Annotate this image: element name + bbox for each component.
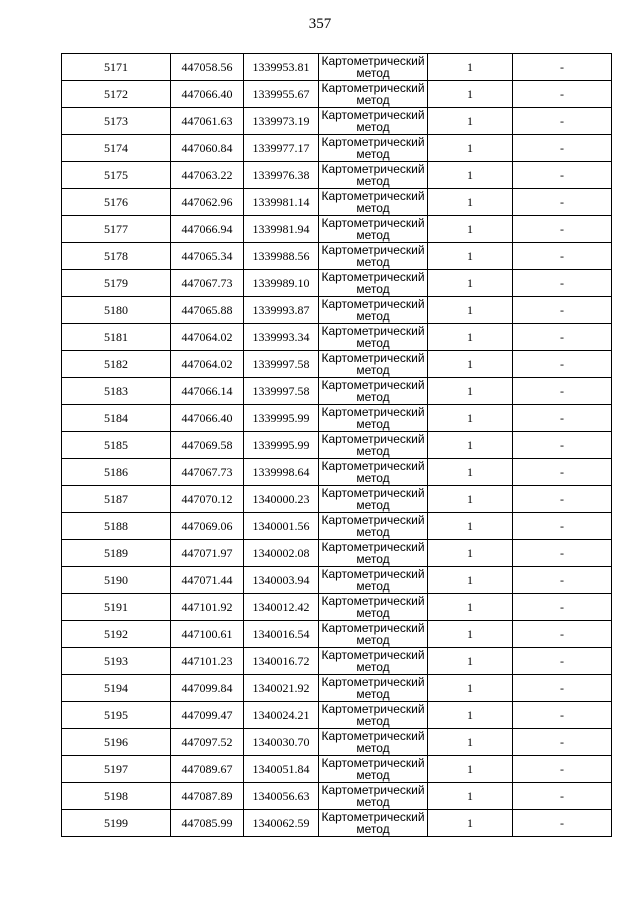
y-coordinate-cell: 1339981.14 bbox=[244, 189, 319, 216]
table-row bbox=[62, 459, 612, 486]
method-label-line2: метод bbox=[356, 687, 390, 701]
table-row bbox=[62, 729, 612, 756]
y-coordinate-cell: 1340062.59 bbox=[244, 810, 319, 837]
accuracy-cell: 1 bbox=[428, 351, 513, 378]
method-label-line1: Картометрический bbox=[321, 459, 425, 473]
point-number-cell: 5197 bbox=[62, 756, 171, 783]
method-cell bbox=[319, 297, 428, 324]
method-cell bbox=[319, 81, 428, 108]
note-cell: - bbox=[513, 54, 612, 81]
point-number-cell: 5192 bbox=[62, 621, 171, 648]
x-coordinate-cell: 447097.52 bbox=[171, 729, 244, 756]
note-cell: - bbox=[513, 324, 612, 351]
method-label-line1: Картометрический bbox=[321, 486, 425, 500]
method-label-line1: Картометрический bbox=[321, 216, 425, 230]
accuracy-cell: 1 bbox=[428, 243, 513, 270]
table-row bbox=[62, 675, 612, 702]
point-number-cell: 5187 bbox=[62, 486, 171, 513]
method-label-line1: Картометрический bbox=[321, 162, 425, 176]
point-number-cell: 5186 bbox=[62, 459, 171, 486]
method-cell bbox=[319, 459, 428, 486]
method-label-line1: Картометрический bbox=[321, 648, 425, 662]
y-coordinate-cell: 1340051.84 bbox=[244, 756, 319, 783]
point-number-cell: 5182 bbox=[62, 351, 171, 378]
page-number: 357 bbox=[308, 16, 332, 32]
point-number-cell: 5177 bbox=[62, 216, 171, 243]
method-label-line2: метод bbox=[356, 714, 390, 728]
method-cell bbox=[319, 810, 428, 837]
x-coordinate-cell: 447069.58 bbox=[171, 432, 244, 459]
x-coordinate-cell: 447066.94 bbox=[171, 216, 244, 243]
method-cell bbox=[319, 54, 428, 81]
method-label-line1: Картометрический bbox=[321, 324, 425, 338]
note-cell: - bbox=[513, 459, 612, 486]
table-row bbox=[62, 432, 612, 459]
method-label-line2: метод bbox=[356, 282, 390, 296]
accuracy-cell: 1 bbox=[428, 405, 513, 432]
method-label-line2: метод bbox=[356, 417, 390, 431]
note-cell: - bbox=[513, 648, 612, 675]
y-coordinate-cell: 1339993.34 bbox=[244, 324, 319, 351]
method-cell bbox=[319, 405, 428, 432]
method-cell bbox=[319, 513, 428, 540]
x-coordinate-cell: 447101.23 bbox=[171, 648, 244, 675]
x-coordinate-cell: 447065.88 bbox=[171, 297, 244, 324]
table-row bbox=[62, 486, 612, 513]
method-label-line2: метод bbox=[356, 552, 390, 566]
table-row bbox=[62, 405, 612, 432]
note-cell: - bbox=[513, 108, 612, 135]
note-cell: - bbox=[513, 297, 612, 324]
method-cell bbox=[319, 486, 428, 513]
method-label-line2: метод bbox=[356, 606, 390, 620]
coordinates-table bbox=[61, 53, 612, 837]
accuracy-cell: 1 bbox=[428, 108, 513, 135]
note-cell: - bbox=[513, 621, 612, 648]
method-label-line1: Картометрический bbox=[321, 270, 425, 284]
y-coordinate-cell: 1339998.64 bbox=[244, 459, 319, 486]
y-coordinate-cell: 1340021.92 bbox=[244, 675, 319, 702]
accuracy-cell: 1 bbox=[428, 459, 513, 486]
coordinates-table-body bbox=[62, 54, 612, 837]
note-cell: - bbox=[513, 162, 612, 189]
point-number-cell: 5198 bbox=[62, 783, 171, 810]
method-label-line1: Картометрический bbox=[321, 405, 425, 419]
method-cell bbox=[319, 108, 428, 135]
y-coordinate-cell: 1340003.94 bbox=[244, 567, 319, 594]
method-cell bbox=[319, 324, 428, 351]
accuracy-cell: 1 bbox=[428, 783, 513, 810]
note-cell: - bbox=[513, 729, 612, 756]
method-label-line1: Картометрический bbox=[321, 189, 425, 203]
point-number-cell: 5172 bbox=[62, 81, 171, 108]
accuracy-cell: 1 bbox=[428, 486, 513, 513]
note-cell: - bbox=[513, 702, 612, 729]
x-coordinate-cell: 447066.40 bbox=[171, 405, 244, 432]
x-coordinate-cell: 447071.97 bbox=[171, 540, 244, 567]
method-label-line2: метод bbox=[356, 174, 390, 188]
method-cell bbox=[319, 162, 428, 189]
x-coordinate-cell: 447058.56 bbox=[171, 54, 244, 81]
method-label-line2: метод bbox=[356, 201, 390, 215]
note-cell: - bbox=[513, 135, 612, 162]
x-coordinate-cell: 447067.73 bbox=[171, 459, 244, 486]
point-number-cell: 5176 bbox=[62, 189, 171, 216]
x-coordinate-cell: 447069.06 bbox=[171, 513, 244, 540]
y-coordinate-cell: 1339976.38 bbox=[244, 162, 319, 189]
table-row bbox=[62, 81, 612, 108]
y-coordinate-cell: 1340030.70 bbox=[244, 729, 319, 756]
table-row bbox=[62, 270, 612, 297]
point-number-cell: 5184 bbox=[62, 405, 171, 432]
accuracy-cell: 1 bbox=[428, 270, 513, 297]
method-label-line1: Картометрический bbox=[321, 729, 425, 743]
method-label-line1: Картометрический bbox=[321, 54, 425, 68]
note-cell: - bbox=[513, 378, 612, 405]
y-coordinate-cell: 1339973.19 bbox=[244, 108, 319, 135]
table-row bbox=[62, 594, 612, 621]
table-row bbox=[62, 108, 612, 135]
method-cell bbox=[319, 216, 428, 243]
note-cell: - bbox=[513, 351, 612, 378]
point-number-cell: 5199 bbox=[62, 810, 171, 837]
method-cell bbox=[319, 189, 428, 216]
method-label-line2: метод bbox=[356, 768, 390, 782]
method-label-line1: Картометрический bbox=[321, 351, 425, 365]
method-cell bbox=[319, 621, 428, 648]
method-label-line2: метод bbox=[356, 228, 390, 242]
accuracy-cell: 1 bbox=[428, 621, 513, 648]
method-label-line2: метод bbox=[356, 633, 390, 647]
table-row bbox=[62, 243, 612, 270]
point-number-cell: 5193 bbox=[62, 648, 171, 675]
accuracy-cell: 1 bbox=[428, 540, 513, 567]
table-row bbox=[62, 351, 612, 378]
method-cell bbox=[319, 729, 428, 756]
accuracy-cell: 1 bbox=[428, 216, 513, 243]
method-cell bbox=[319, 594, 428, 621]
accuracy-cell: 1 bbox=[428, 702, 513, 729]
table-row bbox=[62, 135, 612, 162]
method-label-line1: Картометрический bbox=[321, 567, 425, 581]
accuracy-cell: 1 bbox=[428, 162, 513, 189]
table-row bbox=[62, 297, 612, 324]
accuracy-cell: 1 bbox=[428, 297, 513, 324]
accuracy-cell: 1 bbox=[428, 648, 513, 675]
method-label-line1: Картометрический bbox=[321, 108, 425, 122]
point-number-cell: 5173 bbox=[62, 108, 171, 135]
x-coordinate-cell: 447099.47 bbox=[171, 702, 244, 729]
method-cell bbox=[319, 540, 428, 567]
method-cell bbox=[319, 432, 428, 459]
x-coordinate-cell: 447087.89 bbox=[171, 783, 244, 810]
table-row bbox=[62, 810, 612, 837]
method-label-line2: метод bbox=[356, 660, 390, 674]
y-coordinate-cell: 1340001.56 bbox=[244, 513, 319, 540]
y-coordinate-cell: 1339955.67 bbox=[244, 81, 319, 108]
x-coordinate-cell: 447066.14 bbox=[171, 378, 244, 405]
note-cell: - bbox=[513, 783, 612, 810]
method-label-line2: метод bbox=[356, 741, 390, 755]
method-label-line2: метод bbox=[356, 390, 390, 404]
y-coordinate-cell: 1339988.56 bbox=[244, 243, 319, 270]
note-cell: - bbox=[513, 513, 612, 540]
method-label-line1: Картометрический bbox=[321, 135, 425, 149]
table-row bbox=[62, 513, 612, 540]
method-label-line2: метод bbox=[356, 255, 390, 269]
accuracy-cell: 1 bbox=[428, 513, 513, 540]
point-number-cell: 5189 bbox=[62, 540, 171, 567]
point-number-cell: 5196 bbox=[62, 729, 171, 756]
note-cell: - bbox=[513, 405, 612, 432]
note-cell: - bbox=[513, 270, 612, 297]
x-coordinate-cell: 447089.67 bbox=[171, 756, 244, 783]
point-number-cell: 5180 bbox=[62, 297, 171, 324]
table-row bbox=[62, 162, 612, 189]
method-label-line1: Картометрический bbox=[321, 432, 425, 446]
point-number-cell: 5185 bbox=[62, 432, 171, 459]
x-coordinate-cell: 447101.92 bbox=[171, 594, 244, 621]
method-label-line1: Картометрический bbox=[321, 243, 425, 257]
point-number-cell: 5178 bbox=[62, 243, 171, 270]
accuracy-cell: 1 bbox=[428, 756, 513, 783]
method-label-line2: метод bbox=[356, 66, 390, 80]
x-coordinate-cell: 447071.44 bbox=[171, 567, 244, 594]
accuracy-cell: 1 bbox=[428, 189, 513, 216]
note-cell: - bbox=[513, 189, 612, 216]
accuracy-cell: 1 bbox=[428, 594, 513, 621]
accuracy-cell: 1 bbox=[428, 135, 513, 162]
x-coordinate-cell: 447085.99 bbox=[171, 810, 244, 837]
note-cell: - bbox=[513, 432, 612, 459]
point-number-cell: 5181 bbox=[62, 324, 171, 351]
note-cell: - bbox=[513, 567, 612, 594]
method-cell bbox=[319, 756, 428, 783]
method-cell bbox=[319, 702, 428, 729]
method-label-line1: Картометрический bbox=[321, 621, 425, 635]
y-coordinate-cell: 1340002.08 bbox=[244, 540, 319, 567]
y-coordinate-cell: 1339995.99 bbox=[244, 405, 319, 432]
method-cell bbox=[319, 270, 428, 297]
method-label-line1: Картометрический bbox=[321, 783, 425, 797]
note-cell: - bbox=[513, 756, 612, 783]
table-row bbox=[62, 324, 612, 351]
table-row bbox=[62, 648, 612, 675]
point-number-cell: 5183 bbox=[62, 378, 171, 405]
point-number-cell: 5191 bbox=[62, 594, 171, 621]
y-coordinate-cell: 1339977.17 bbox=[244, 135, 319, 162]
accuracy-cell: 1 bbox=[428, 432, 513, 459]
method-cell bbox=[319, 243, 428, 270]
method-label-line1: Картометрический bbox=[321, 513, 425, 527]
method-label-line1: Картометрический bbox=[321, 810, 425, 824]
x-coordinate-cell: 447065.34 bbox=[171, 243, 244, 270]
point-number-cell: 5188 bbox=[62, 513, 171, 540]
y-coordinate-cell: 1339953.81 bbox=[244, 54, 319, 81]
table-row bbox=[62, 189, 612, 216]
note-cell: - bbox=[513, 216, 612, 243]
method-label-line1: Картометрический bbox=[321, 594, 425, 608]
point-number-cell: 5179 bbox=[62, 270, 171, 297]
y-coordinate-cell: 1339995.99 bbox=[244, 432, 319, 459]
y-coordinate-cell: 1340000.23 bbox=[244, 486, 319, 513]
point-number-cell: 5171 bbox=[62, 54, 171, 81]
table-row bbox=[62, 378, 612, 405]
note-cell: - bbox=[513, 540, 612, 567]
y-coordinate-cell: 1340012.42 bbox=[244, 594, 319, 621]
y-coordinate-cell: 1340016.54 bbox=[244, 621, 319, 648]
method-cell bbox=[319, 351, 428, 378]
method-cell bbox=[319, 648, 428, 675]
note-cell: - bbox=[513, 486, 612, 513]
method-label-line1: Картометрический bbox=[321, 756, 425, 770]
x-coordinate-cell: 447061.63 bbox=[171, 108, 244, 135]
method-cell bbox=[319, 135, 428, 162]
method-label-line2: метод bbox=[356, 579, 390, 593]
y-coordinate-cell: 1340024.21 bbox=[244, 702, 319, 729]
method-label-line2: метод bbox=[356, 822, 390, 836]
table-row bbox=[62, 621, 612, 648]
y-coordinate-cell: 1339981.94 bbox=[244, 216, 319, 243]
table-row bbox=[62, 756, 612, 783]
x-coordinate-cell: 447099.84 bbox=[171, 675, 244, 702]
point-number-cell: 5174 bbox=[62, 135, 171, 162]
x-coordinate-cell: 447067.73 bbox=[171, 270, 244, 297]
method-label-line1: Картометрический bbox=[321, 297, 425, 311]
method-label-line2: метод bbox=[356, 336, 390, 350]
table-row bbox=[62, 567, 612, 594]
method-label-line2: метод bbox=[356, 93, 390, 107]
method-label-line1: Картометрический bbox=[321, 540, 425, 554]
method-cell bbox=[319, 783, 428, 810]
method-cell bbox=[319, 675, 428, 702]
method-label-line1: Картометрический bbox=[321, 702, 425, 716]
y-coordinate-cell: 1339993.87 bbox=[244, 297, 319, 324]
method-label-line2: метод bbox=[356, 525, 390, 539]
note-cell: - bbox=[513, 243, 612, 270]
method-label-line2: метод bbox=[356, 309, 390, 323]
accuracy-cell: 1 bbox=[428, 729, 513, 756]
accuracy-cell: 1 bbox=[428, 81, 513, 108]
note-cell: - bbox=[513, 810, 612, 837]
accuracy-cell: 1 bbox=[428, 378, 513, 405]
note-cell: - bbox=[513, 675, 612, 702]
accuracy-cell: 1 bbox=[428, 567, 513, 594]
x-coordinate-cell: 447060.84 bbox=[171, 135, 244, 162]
point-number-cell: 5175 bbox=[62, 162, 171, 189]
method-label-line2: метод bbox=[356, 444, 390, 458]
note-cell: - bbox=[513, 594, 612, 621]
accuracy-cell: 1 bbox=[428, 675, 513, 702]
point-number-cell: 5195 bbox=[62, 702, 171, 729]
point-number-cell: 5194 bbox=[62, 675, 171, 702]
method-label-line2: метод bbox=[356, 795, 390, 809]
method-label-line2: метод bbox=[356, 363, 390, 377]
y-coordinate-cell: 1339997.58 bbox=[244, 378, 319, 405]
x-coordinate-cell: 447070.12 bbox=[171, 486, 244, 513]
method-label-line2: метод bbox=[356, 120, 390, 134]
method-cell bbox=[319, 378, 428, 405]
x-coordinate-cell: 447064.02 bbox=[171, 324, 244, 351]
note-cell: - bbox=[513, 81, 612, 108]
x-coordinate-cell: 447066.40 bbox=[171, 81, 244, 108]
x-coordinate-cell: 447100.61 bbox=[171, 621, 244, 648]
accuracy-cell: 1 bbox=[428, 54, 513, 81]
y-coordinate-cell: 1340016.72 bbox=[244, 648, 319, 675]
table-row bbox=[62, 54, 612, 81]
y-coordinate-cell: 1340056.63 bbox=[244, 783, 319, 810]
x-coordinate-cell: 447063.22 bbox=[171, 162, 244, 189]
table-row bbox=[62, 540, 612, 567]
y-coordinate-cell: 1339989.10 bbox=[244, 270, 319, 297]
method-label-line2: метод bbox=[356, 147, 390, 161]
method-label-line2: метод bbox=[356, 498, 390, 512]
method-label-line1: Картометрический bbox=[321, 378, 425, 392]
accuracy-cell: 1 bbox=[428, 324, 513, 351]
accuracy-cell: 1 bbox=[428, 810, 513, 837]
x-coordinate-cell: 447064.02 bbox=[171, 351, 244, 378]
point-number-cell: 5190 bbox=[62, 567, 171, 594]
y-coordinate-cell: 1339997.58 bbox=[244, 351, 319, 378]
x-coordinate-cell: 447062.96 bbox=[171, 189, 244, 216]
table-row bbox=[62, 702, 612, 729]
table-row bbox=[62, 216, 612, 243]
method-label-line1: Картометрический bbox=[321, 81, 425, 95]
table-row bbox=[62, 783, 612, 810]
method-label-line2: метод bbox=[356, 471, 390, 485]
method-cell bbox=[319, 567, 428, 594]
method-label-line1: Картометрический bbox=[321, 675, 425, 689]
